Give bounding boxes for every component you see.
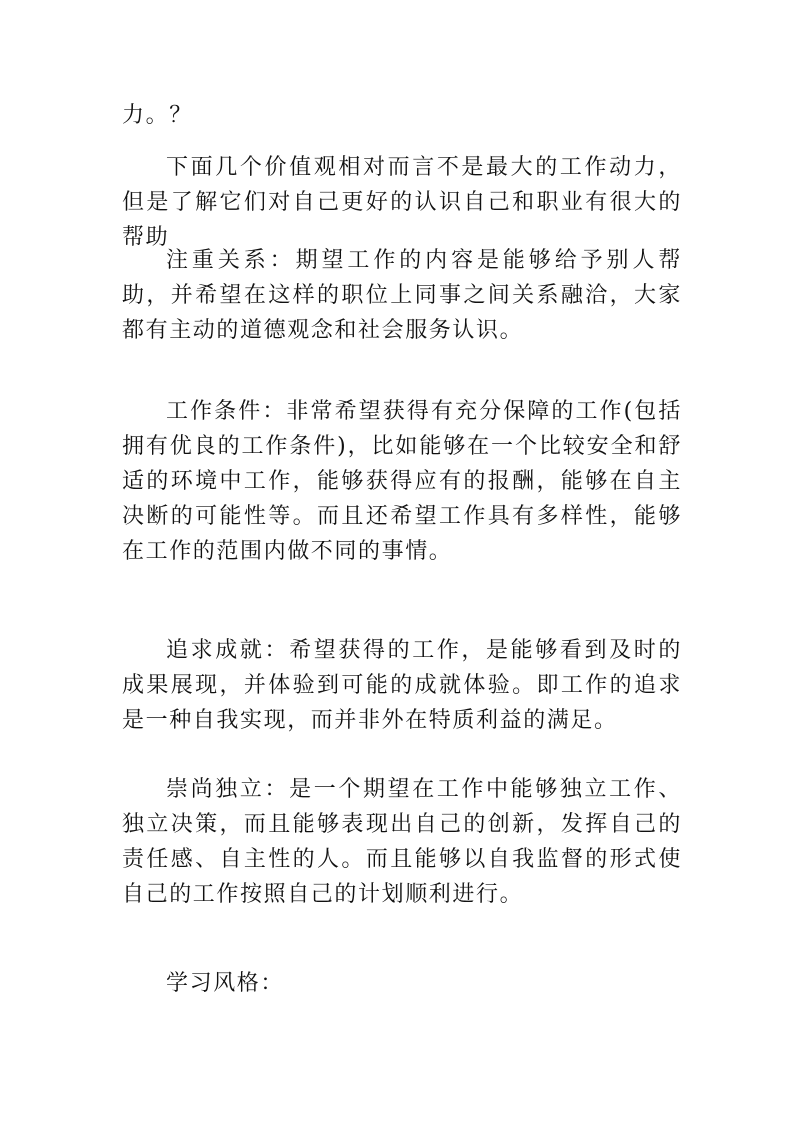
paragraph-text: 追求成就：希望获得的工作，是能够看到及时的成果展现，并体验到可能的成就体验。即工作的追求是一种自我实现，而并非外在特质利益的满足。 [122, 638, 682, 733]
paragraph-text: 力。？ [122, 103, 193, 128]
paragraph-relationships [122, 243, 682, 348]
paragraph-achievement [122, 633, 682, 738]
section-heading-learning-style [122, 966, 682, 1001]
paragraph-work-conditions [122, 394, 682, 569]
paragraph-text: 工作条件：非常希望获得有充分保障的工作(包括拥有优良的工作条件)，比如能够在一个比较安全和舒适的环境中工作，能够获得应有的报酬，能够在自主决断的可能性等。而且还希望工作具有多样性，能够在工作的范围内做不同的事情。 [122, 399, 682, 564]
paragraph-intro [122, 150, 682, 255]
paragraph-continuation [122, 98, 682, 133]
heading-text: 学习风格： [166, 971, 285, 996]
paragraph-text: 崇尚独立：是一个期望在工作中能够独立工作、独立决策，而且能够表现出自己的创新，发挥自己的责任感、自主性的人。而且能够以自我监督的形式使自己的工作按照自己的计划顺利进行。 [122, 777, 682, 907]
paragraph-text: 注重关系：期望工作的内容是能够给予别人帮助，并希望在这样的职位上同事之间关系融洽，大家都有主动的道德观念和社会服务认识。 [122, 248, 682, 343]
paragraph-text: 下面几个价值观相对而言不是最大的工作动力，但是了解它们对自己更好的认识自己和职业有很大的帮助 [122, 155, 682, 250]
paragraph-independence [122, 772, 682, 912]
